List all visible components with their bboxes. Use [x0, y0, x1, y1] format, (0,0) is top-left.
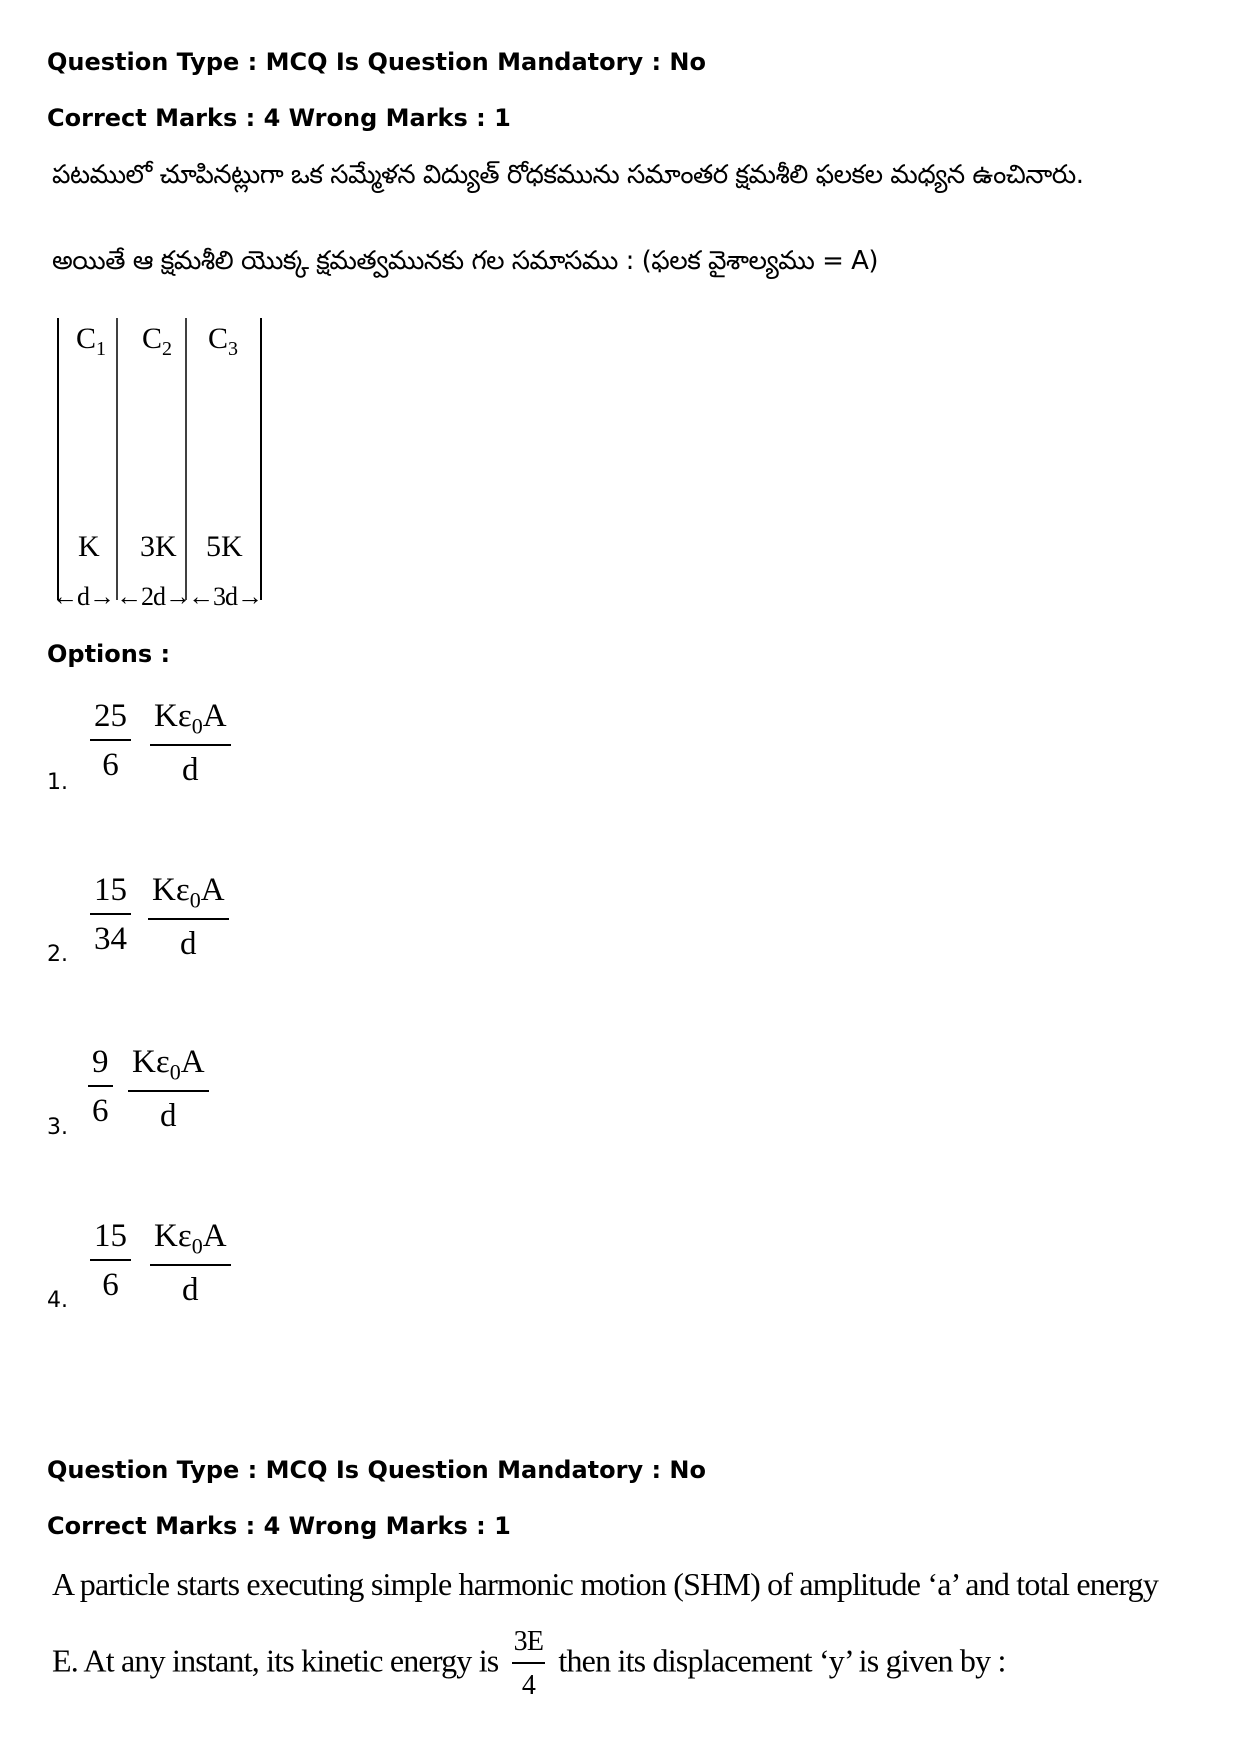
- capacitor-diagram-svg: [56, 318, 266, 618]
- marks-line: Correct Marks : 4 Wrong Marks : 1: [47, 104, 511, 132]
- cap-label-c2-sub: 2: [162, 338, 173, 360]
- option-3-area: A: [180, 1044, 205, 1080]
- option-3-number: 3.: [47, 1115, 68, 1140]
- option-1-number: 1.: [47, 770, 68, 795]
- option-3-expr-numerator: [128, 1046, 209, 1092]
- cap-label-c2-main: C: [142, 322, 163, 355]
- question-stem-line-2: అయితే ఆ క్షమశీలి యొక్క క్షమత్వమునకు గల సమాసము : (ఫలక వైశాల్యము = A): [52, 246, 879, 276]
- cap-label-c3-sub: 3: [228, 338, 239, 360]
- option-2-k-epsilon: Kε: [152, 872, 190, 908]
- option-3-epsilon-sub: 0: [169, 1059, 181, 1085]
- option-3-expression: [128, 1046, 209, 1133]
- options-label: Options :: [47, 640, 171, 668]
- option-3-coef-denominator: 6: [92, 1093, 109, 1129]
- width-label-d: ←d→: [52, 582, 114, 611]
- option-1-coef-denominator: 6: [102, 747, 119, 783]
- question-2-type-line: Question Type : MCQ Is Question Mandatory : No: [47, 1456, 706, 1484]
- option-4-coef-numerator: 15: [90, 1220, 131, 1261]
- question-2-stem-line-2: [52, 1628, 1006, 1700]
- option-3-expr-denominator: d: [160, 1097, 177, 1134]
- option-4-expression: [150, 1220, 231, 1307]
- option-2-expression: [148, 874, 229, 961]
- dielectric-label-3k: 3K: [140, 530, 177, 563]
- option-3-coefficient: [88, 1046, 113, 1128]
- question-stem-line-1: పటములో చూపినట్లుగా ఒక సమ్మేళన విద్యుత్ రోధకమును సమాంతర క్షమశీలి ఫలకల మధ్యన ఉంచినారు.: [52, 160, 1084, 190]
- question-2-stem-post: then its displacement ‘y’ is given by :: [558, 1642, 1006, 1679]
- width-label-2d: ←2d→: [116, 582, 190, 611]
- option-2-area: A: [200, 872, 225, 908]
- option-4-number: 4.: [47, 1288, 68, 1313]
- option-2-epsilon-sub: 0: [189, 887, 201, 913]
- capacitor-diagram: [52, 318, 266, 618]
- width-label-3d: ←3d→: [188, 582, 262, 611]
- dielectric-label-5k: 5K: [206, 530, 243, 563]
- option-2-coefficient: [90, 874, 131, 956]
- cap-label-c2: [142, 322, 172, 361]
- question-2-marks-line: Correct Marks : 4 Wrong Marks : 1: [47, 1512, 511, 1540]
- cap-label-c1: [76, 322, 106, 361]
- option-1-area: A: [202, 698, 227, 734]
- option-3-k-epsilon: Kε: [132, 1044, 170, 1080]
- question-2-stem-line-1: A particle starts executing simple harmonic motion (SHM) of amplitude ‘a’ and total energy: [52, 1566, 1159, 1602]
- option-4-expr-denominator: d: [182, 1271, 199, 1308]
- cap-label-c1-main: C: [76, 322, 97, 355]
- option-3-coef-numerator: 9: [88, 1046, 113, 1087]
- option-1-k-epsilon: Kε: [154, 698, 192, 734]
- option-1-expr-numerator: [150, 700, 231, 746]
- cap-label-c3-main: C: [208, 322, 229, 355]
- dielectric-label-k: K: [78, 530, 100, 563]
- option-2-coef-denominator: 34: [94, 921, 127, 957]
- option-2-number: 2.: [47, 942, 68, 967]
- option-2-expr-numerator: [148, 874, 229, 920]
- option-4-expr-numerator: [150, 1220, 231, 1266]
- kinetic-energy-numerator: 3E: [512, 1628, 546, 1664]
- option-1-coefficient: [90, 700, 131, 782]
- option-2-coef-numerator: 15: [90, 874, 131, 915]
- cap-label-c3: [208, 322, 238, 361]
- kinetic-energy-fraction: [512, 1628, 546, 1700]
- option-1-epsilon-sub: 0: [191, 713, 203, 739]
- cap-label-c1-sub: 1: [96, 338, 107, 360]
- option-4-k-epsilon: Kε: [154, 1218, 192, 1254]
- option-4-epsilon-sub: 0: [191, 1233, 203, 1259]
- question-type-line: Question Type : MCQ Is Question Mandatory : No: [47, 48, 706, 76]
- question-2-stem-pre: E. At any instant, its kinetic energy is: [52, 1642, 499, 1679]
- kinetic-energy-denominator: 4: [521, 1670, 536, 1701]
- option-4-area: A: [202, 1218, 227, 1254]
- option-4-coefficient: [90, 1220, 131, 1302]
- option-2-expr-denominator: d: [180, 925, 197, 962]
- option-1-coef-numerator: 25: [90, 700, 131, 741]
- option-4-coef-denominator: 6: [102, 1267, 119, 1303]
- option-1-expression: [150, 700, 231, 787]
- option-1-expr-denominator: d: [182, 751, 199, 788]
